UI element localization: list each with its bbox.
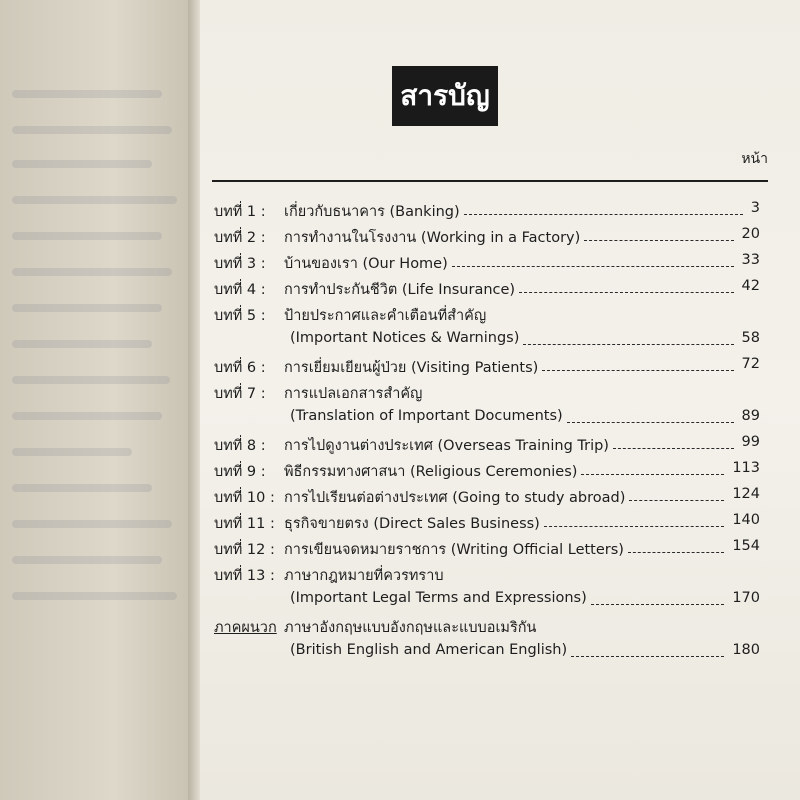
toc-entry [200,378,800,404]
bleed-through-text [12,556,162,564]
dot-leader [542,370,733,371]
toc-entry-title: เกี่ยวกับธนาคาร (Banking) [284,204,460,220]
bleed-through-text [12,304,162,312]
toc-entry-label: บทที่ 10 : [214,490,275,506]
toc-title: สารบัญ [392,66,498,126]
toc-entry-continuation [200,586,800,612]
toc-entry [200,560,800,586]
toc-entry-subtitle: (Important Legal Terms and Expressions) [290,590,587,606]
toc-entry-page: 154 [732,538,760,554]
toc-entry-label: บทที่ 5 : [214,308,266,324]
toc-entry-label: บทที่ 1 : [214,204,266,220]
bleed-through-text [12,412,162,420]
toc-entry-subtitle: (Important Notices & Warnings) [290,330,520,346]
toc-entry-title: ธุรกิจขายตรง (Direct Sales Business) [284,516,540,532]
toc-entry [200,196,800,222]
dot-leader [464,214,743,215]
toc-entry-label: บทที่ 6 : [214,360,266,376]
toc-entry [200,248,800,274]
dot-leader [613,448,734,449]
dot-leader [591,604,725,605]
toc-entry [200,352,800,378]
toc-entry-label: บทที่ 13 : [214,568,275,584]
toc-entry [200,300,800,326]
toc-entry-label: บทที่ 7 : [214,386,266,402]
bleed-through-text [12,592,177,600]
toc-page [200,0,800,800]
dot-leader [567,422,734,423]
bleed-through-text [12,340,152,348]
toc-entry-page: 140 [732,512,760,528]
toc-entry-title: การไปเรียนต่อต่างประเทศ (Going to study abroad) [284,490,626,506]
toc-entry-page: 170 [732,590,760,606]
toc-entry-title: พิธีกรรมทางศาสนา (Religious Ceremonies) [284,464,578,480]
dot-leader [628,552,724,553]
bleed-through-text [12,196,177,204]
toc-entry-page: 72 [741,356,760,372]
toc-entry-page: 42 [741,278,760,294]
toc-entry [200,482,800,508]
bleed-through-text [12,484,152,492]
toc-entry-page: 99 [741,434,760,450]
toc-entry [200,430,800,456]
toc-entry-page: 124 [732,486,760,502]
toc-entry [200,222,800,248]
bleed-through-text [12,160,152,168]
dot-leader [452,266,734,267]
dot-leader [544,526,724,527]
toc-entry [200,612,800,638]
bleed-through-text [12,126,172,134]
toc-entry-continuation [200,404,800,430]
toc-entry [200,534,800,560]
page-column-label: หน้า [741,151,768,167]
toc-entry-title: การเยี่ยมเยียนผู้ป่วย (Visiting Patients) [284,360,539,376]
dot-leader [523,344,733,345]
toc-entry-page: 58 [741,330,760,346]
toc-entry-subtitle: (Translation of Important Documents) [290,408,563,424]
toc-entry-continuation [200,326,800,352]
divider-rule [212,180,768,182]
bleed-through-text [12,376,170,384]
dot-leader [629,500,724,501]
toc-entry-label: ภาคผนวก [214,620,277,636]
toc-entry-title: การทำงานในโรงงาน (Working in a Factory) [284,230,581,246]
toc-entry-title: การแปลเอกสารสำคัญ [284,386,423,402]
bleed-through-text [12,520,172,528]
toc-entry-label: บทที่ 9 : [214,464,266,480]
toc-entry-label: บทที่ 3 : [214,256,266,272]
toc-entry-label: บทที่ 8 : [214,438,266,454]
toc-entry-title: บ้านของเรา (Our Home) [284,256,448,272]
toc-entry-title: ภาษาอังกฤษแบบอังกฤษและแบบอเมริกัน [284,620,537,636]
toc-entry [200,456,800,482]
dot-leader [571,656,724,657]
toc-entry-subtitle: (British English and American English) [290,642,568,658]
toc-entry-label: บทที่ 11 : [214,516,275,532]
toc-entry-page: 89 [741,408,760,424]
toc-entry-title: การทำประกันชีวิต (Life Insurance) [284,282,516,298]
toc-entry [200,508,800,534]
bleed-through-text [12,232,162,240]
toc-entry-page: 113 [732,460,760,476]
toc-entry-continuation [200,638,800,664]
toc-entry [200,274,800,300]
toc-entry-title: ป้ายประกาศและคำเตือนที่สำคัญ [284,308,487,324]
dot-leader [584,240,733,241]
bleed-through-text [12,268,172,276]
toc-entry-title: การไปดูงานต่างประเทศ (Overseas Training Trip) [284,438,609,454]
bleed-through-text [12,448,132,456]
toc-entry-title: ภาษากฎหมายที่ควรทราบ [284,568,444,584]
facing-page [0,0,190,800]
dot-leader [519,292,733,293]
toc-entry-page: 33 [741,252,760,268]
toc-entry-label: บทที่ 12 : [214,542,275,558]
toc-entries [200,196,800,664]
toc-entry-page: 180 [732,642,760,658]
dot-leader [581,474,724,475]
toc-entry-page: 20 [741,226,760,242]
toc-entry-label: บทที่ 4 : [214,282,266,298]
bleed-through-text [12,90,162,98]
toc-entry-label: บทที่ 2 : [214,230,266,246]
toc-entry-page: 3 [750,200,760,216]
toc-entry-title: การเขียนจดหมายราชการ (Writing Official Letters) [284,542,624,558]
